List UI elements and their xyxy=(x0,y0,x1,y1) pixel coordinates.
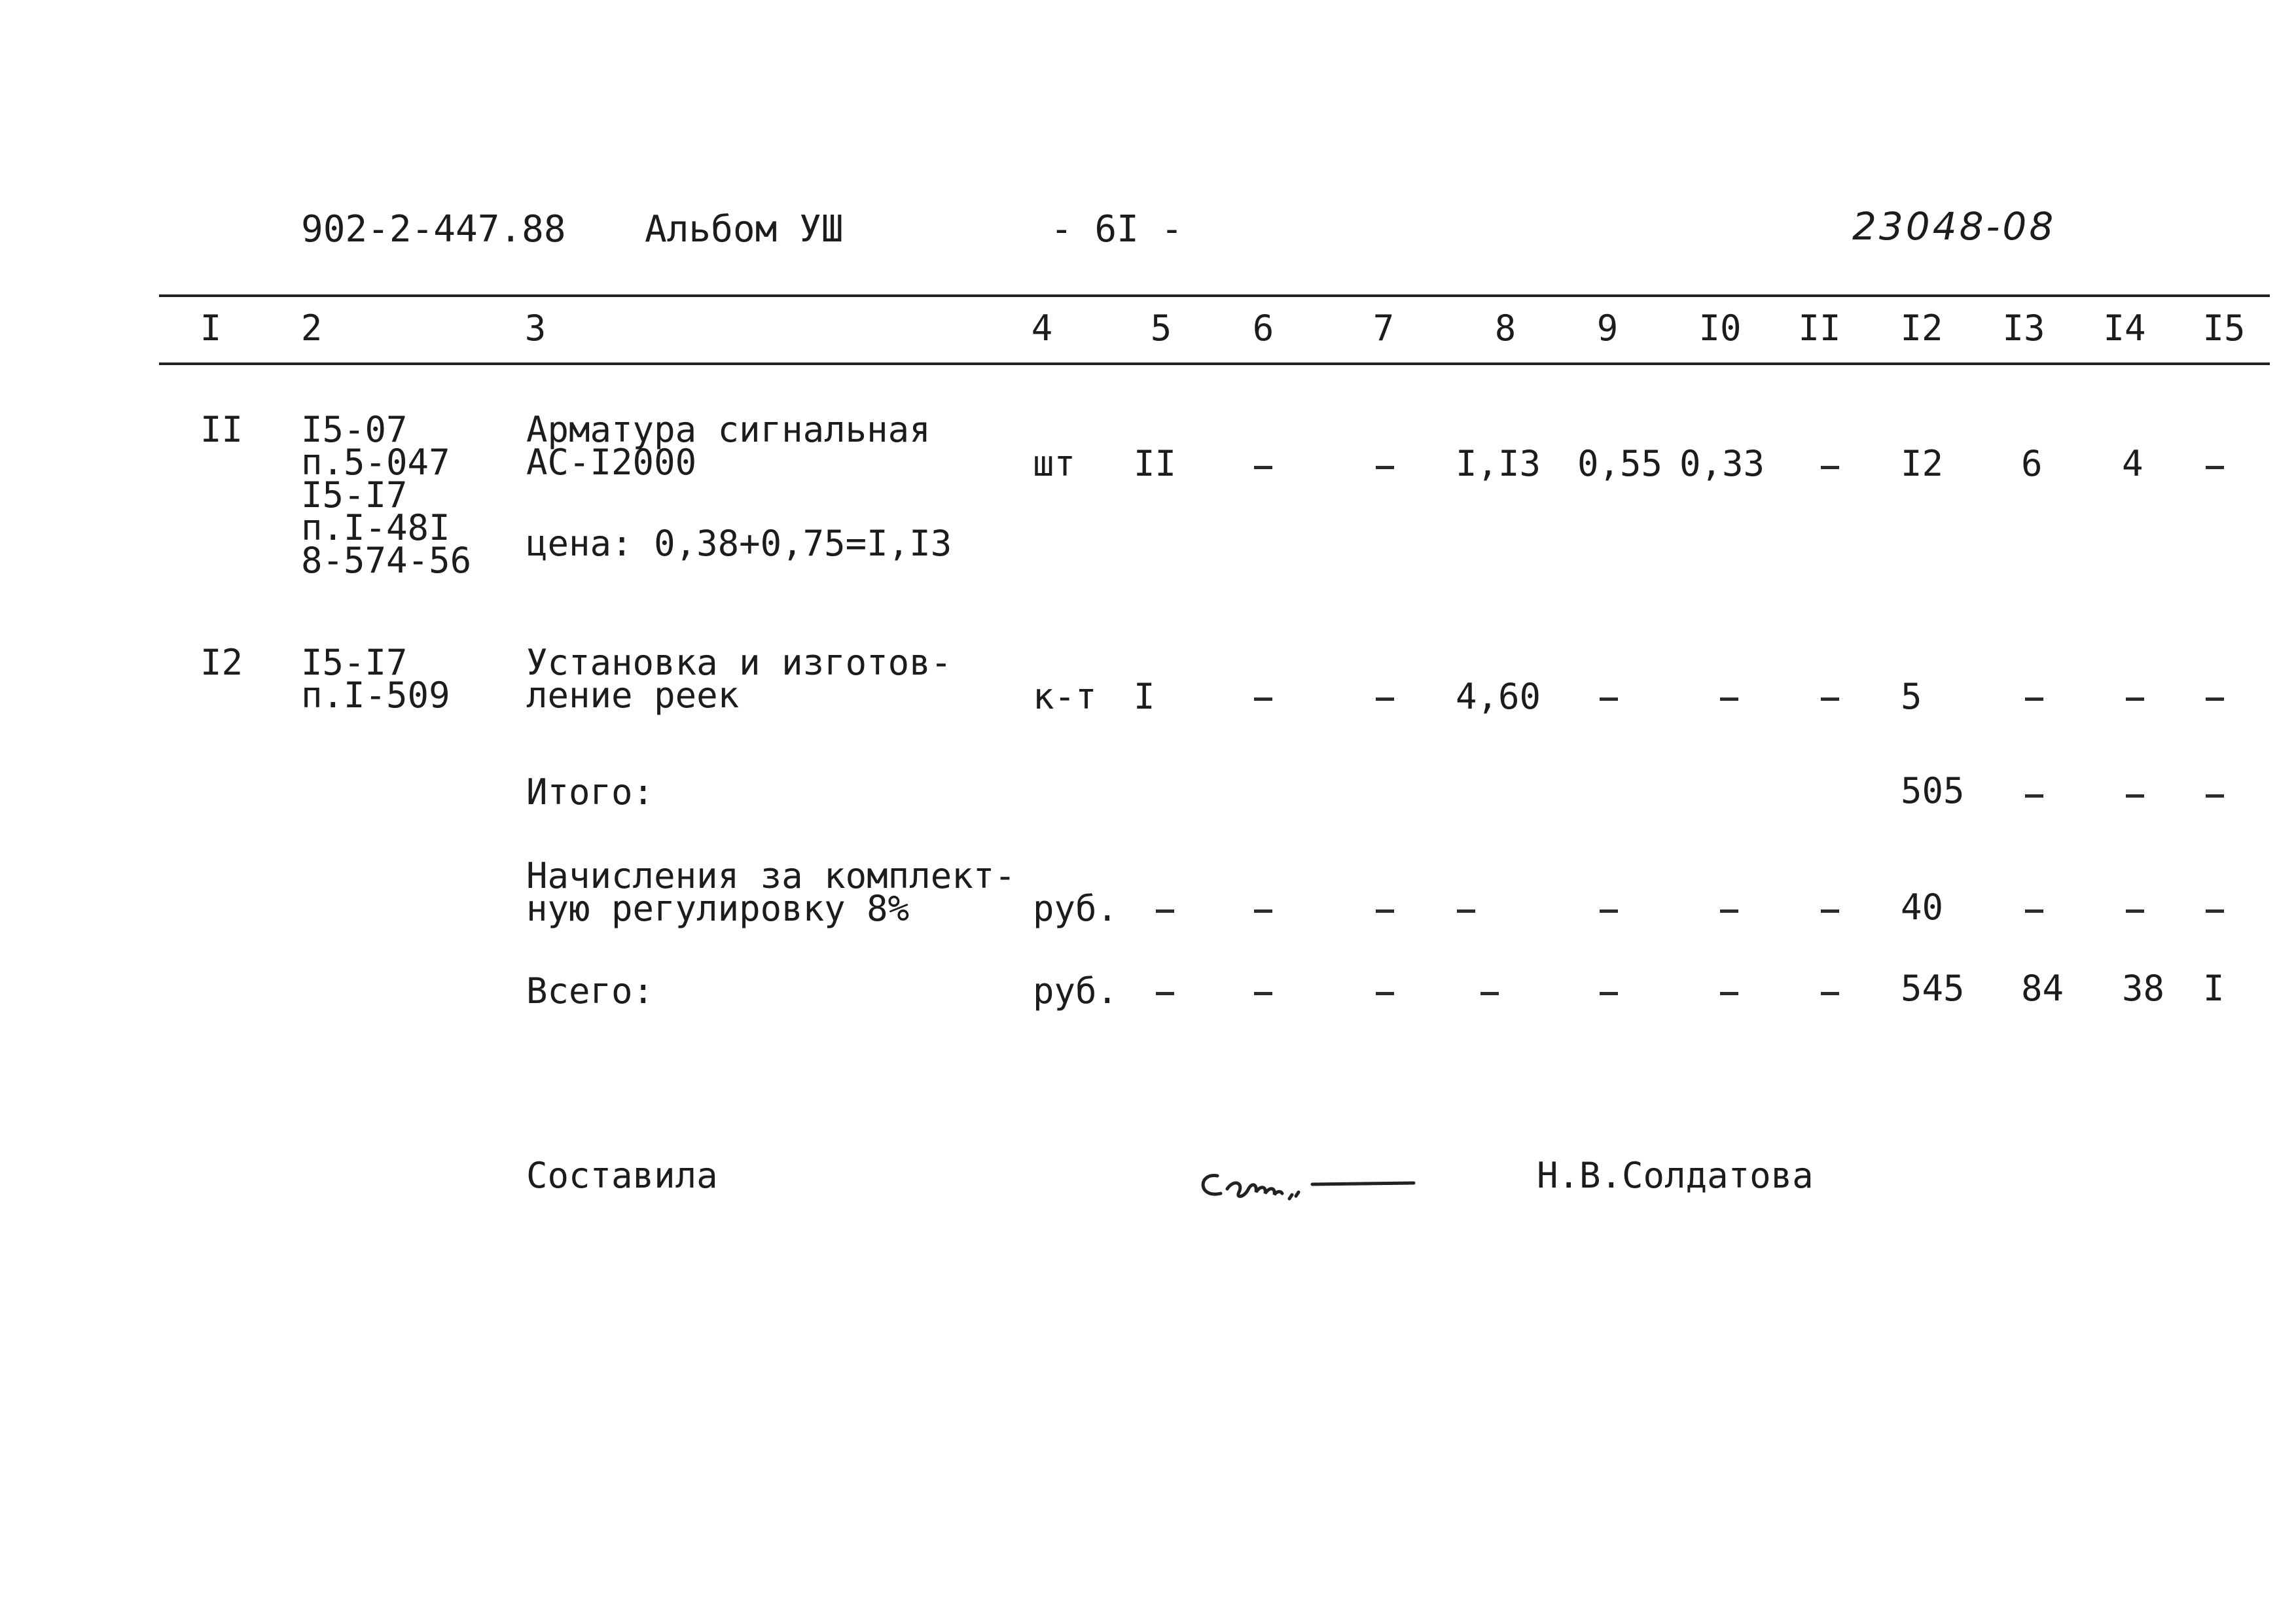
composed-label: Составила xyxy=(526,1155,718,1196)
dash-c6 xyxy=(1254,992,1272,995)
cell-c13: 6 xyxy=(2021,443,2043,484)
dash-c9 xyxy=(1600,909,1618,913)
grand-total-c12: 545 xyxy=(1901,968,1965,1009)
column-header: 3 xyxy=(524,308,547,349)
subtotal-c12: 505 xyxy=(1901,770,1965,811)
signature xyxy=(1191,1153,1420,1212)
dash-c7 xyxy=(1376,466,1394,469)
dash-c8 xyxy=(1480,992,1499,995)
column-header: 4 xyxy=(1031,308,1053,349)
page-number: - 6I - xyxy=(1050,208,1183,251)
dash-c10 xyxy=(1720,992,1738,995)
dash-c15 xyxy=(2206,697,2224,701)
row-number: II xyxy=(200,409,243,450)
dash-c9 xyxy=(1600,697,1618,701)
column-header: I2 xyxy=(1900,308,1943,349)
subtotal-label: Итого: xyxy=(526,771,655,813)
charges-label xyxy=(526,855,1016,929)
cell-c8: 4,60 xyxy=(1456,676,1541,717)
charges-c12: 40 xyxy=(1901,887,1944,928)
dash-c14 xyxy=(2126,909,2144,913)
dash-c14 xyxy=(2126,697,2144,701)
description-line: ление реек xyxy=(526,675,740,716)
archive-stamp: 23048-08 xyxy=(1852,204,2056,249)
charges-unit: руб. xyxy=(1033,888,1119,929)
code-line: п.5-047 xyxy=(301,442,450,483)
dash-c10 xyxy=(1720,697,1738,701)
code-line: 8-574-56 xyxy=(301,540,472,581)
code-line: I5-07 xyxy=(301,409,408,450)
grand-total-label: Всего: xyxy=(526,970,655,1012)
dash-c13 xyxy=(2025,909,2043,913)
row-description xyxy=(526,409,931,483)
row-codes xyxy=(301,642,450,716)
column-header: 2 xyxy=(300,308,323,349)
description-line: Арматура сигнальная xyxy=(526,409,931,450)
price-note: цена: 0,38+0,75=I,I3 xyxy=(526,523,952,564)
dash-c7 xyxy=(1376,909,1394,913)
description-line: Установка и изготов- xyxy=(526,642,952,683)
grand-total-c15: I xyxy=(2203,968,2225,1009)
charges-label-line: ную регулировку 8% xyxy=(526,888,910,929)
unit: к-т xyxy=(1033,676,1097,717)
column-header: 8 xyxy=(1494,308,1516,349)
column-header: I xyxy=(200,308,222,349)
column-header: I0 xyxy=(1698,308,1742,349)
dash-c10 xyxy=(1720,909,1738,913)
cell-c14: 4 xyxy=(2122,443,2144,484)
code-line: I5-I7 xyxy=(301,642,408,683)
row-codes xyxy=(301,409,472,581)
cell-c12: I2 xyxy=(1901,443,1944,484)
dash-c5 xyxy=(1156,909,1174,913)
cell-c5: I xyxy=(1134,676,1155,717)
column-header: I5 xyxy=(2202,308,2246,349)
dash-c13 xyxy=(2025,697,2043,701)
dash-c6 xyxy=(1254,466,1272,469)
dash-c11 xyxy=(1821,992,1839,995)
dash-c15 xyxy=(2206,466,2224,469)
dash-c14 xyxy=(2126,794,2144,798)
column-header: 7 xyxy=(1372,308,1395,349)
dash-c6 xyxy=(1254,909,1272,913)
dash-c11 xyxy=(1821,697,1839,701)
column-header: 5 xyxy=(1150,308,1172,349)
unit: шт xyxy=(1033,443,1076,484)
document-code: 902-2-447.88 xyxy=(301,208,566,251)
description-line: АС-I2000 xyxy=(526,442,697,483)
dash-c7 xyxy=(1376,992,1394,995)
dash-c15 xyxy=(2206,909,2224,913)
code-line: п.I-48I xyxy=(301,507,450,548)
dash-c9 xyxy=(1600,992,1618,995)
row-description xyxy=(526,642,952,716)
dash-c5 xyxy=(1156,992,1174,995)
code-line: I5-I7 xyxy=(301,474,408,516)
charges-label-line: Начисления за комплект- xyxy=(526,855,1016,896)
grand-total-c13: 84 xyxy=(2021,968,2064,1009)
cell-c12: 5 xyxy=(1901,676,1922,717)
grand-total-c14: 38 xyxy=(2122,968,2165,1009)
dash-c6 xyxy=(1254,697,1272,701)
cell-c5: II xyxy=(1134,443,1177,484)
column-header: 9 xyxy=(1596,308,1619,349)
dash-c7 xyxy=(1376,697,1394,701)
column-header: II xyxy=(1798,308,1841,349)
album-label: Альбом УШ xyxy=(645,208,844,251)
code-line: п.I-509 xyxy=(301,675,450,716)
dash-c11 xyxy=(1821,909,1839,913)
column-header: I4 xyxy=(2103,308,2146,349)
dash-c13 xyxy=(2025,794,2043,798)
dash-c11 xyxy=(1821,466,1839,469)
column-header: I3 xyxy=(2002,308,2045,349)
cell-c8: I,I3 xyxy=(1456,443,1541,484)
column-header: 6 xyxy=(1252,308,1274,349)
row-number: I2 xyxy=(200,642,243,683)
table-header-bottom-rule xyxy=(159,362,2270,365)
cell-c9: 0,55 xyxy=(1577,443,1663,484)
dash-c15 xyxy=(2206,794,2224,798)
dash-c8 xyxy=(1457,909,1475,913)
grand-total-unit: руб. xyxy=(1033,970,1119,1012)
table-top-rule xyxy=(159,294,2270,297)
cell-c10: 0,33 xyxy=(1679,443,1765,484)
composer-name: Н.В.Солдатова xyxy=(1537,1155,1814,1196)
